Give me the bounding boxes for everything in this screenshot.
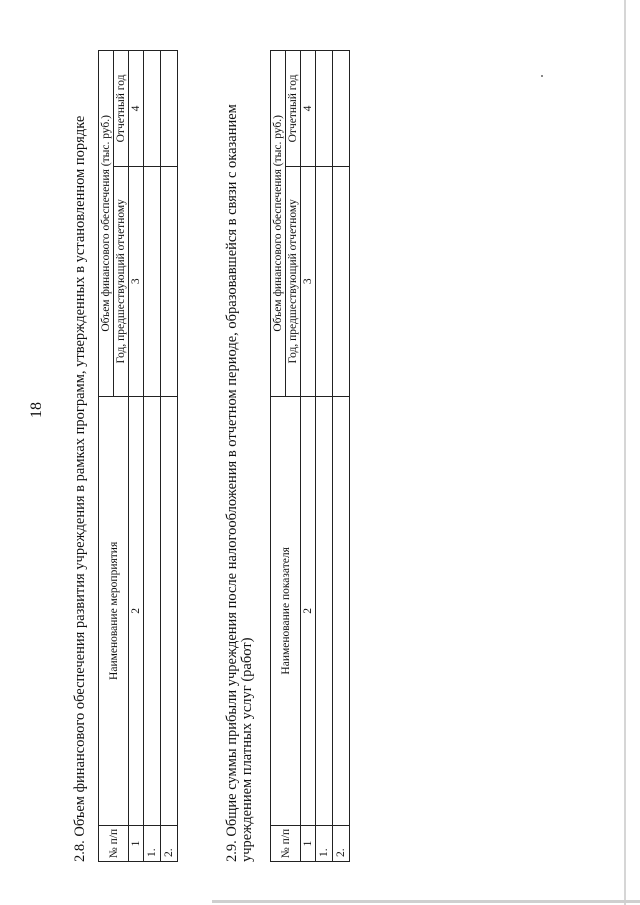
section-2-9-table bbox=[270, 50, 350, 862]
table-row bbox=[161, 51, 178, 862]
column-number: 1 bbox=[301, 826, 316, 862]
column-number: 2 bbox=[129, 396, 144, 825]
row-num: 2. bbox=[161, 826, 178, 862]
row-report bbox=[333, 51, 350, 167]
row-name bbox=[333, 396, 350, 825]
section-2-9-title: 2.9. Общие суммы прибыли учреждения после налогообложения в отчетном периоде, образовавшейся в связи с оказанием учреждением платных услуг (работ) bbox=[224, 104, 255, 862]
column-number: 4 bbox=[301, 51, 316, 167]
header-num: № п/п bbox=[99, 826, 129, 862]
row-prev bbox=[161, 166, 178, 396]
row-name bbox=[316, 396, 333, 825]
table-row bbox=[316, 51, 333, 862]
row-name bbox=[144, 396, 161, 825]
row-num: 1. bbox=[316, 826, 333, 862]
column-number: 3 bbox=[301, 166, 316, 396]
header-name: Наименование мероприятия bbox=[99, 396, 129, 825]
header-volume: Объем финансового обеспечения (тыс. руб.) bbox=[99, 51, 114, 397]
row-prev bbox=[316, 166, 333, 396]
header-report-year: Отчетный год bbox=[114, 51, 129, 167]
section-2-8-table bbox=[98, 50, 178, 862]
header-report-year: Отчетный год bbox=[286, 51, 301, 167]
row-num: 2. bbox=[333, 826, 350, 862]
header-prev-year: Год, предшествующий отчетному bbox=[286, 166, 301, 396]
row-report bbox=[144, 51, 161, 167]
column-number: 3 bbox=[129, 166, 144, 396]
section-2-8-title: 2.8. Объем финансового обеспечения развития учреждения в рамках программ, утвержденных в установленном порядке bbox=[72, 115, 88, 862]
row-num: 1. bbox=[144, 826, 161, 862]
table-row bbox=[144, 51, 161, 862]
row-prev bbox=[333, 166, 350, 396]
header-volume: Объем финансового обеспечения (тыс. руб.) bbox=[271, 51, 286, 397]
column-number: 2 bbox=[301, 396, 316, 825]
column-number: 1 bbox=[129, 826, 144, 862]
table-row bbox=[333, 51, 350, 862]
column-number: 4 bbox=[129, 51, 144, 167]
row-report bbox=[161, 51, 178, 167]
header-prev-year: Год, предшествующий отчетному bbox=[114, 166, 129, 396]
row-name bbox=[161, 396, 178, 825]
header-num: № п/п bbox=[271, 826, 301, 862]
row-prev bbox=[144, 166, 161, 396]
row-report bbox=[316, 51, 333, 167]
header-name: Наименование показателя bbox=[271, 396, 301, 825]
page-number: 18 bbox=[28, 402, 45, 418]
